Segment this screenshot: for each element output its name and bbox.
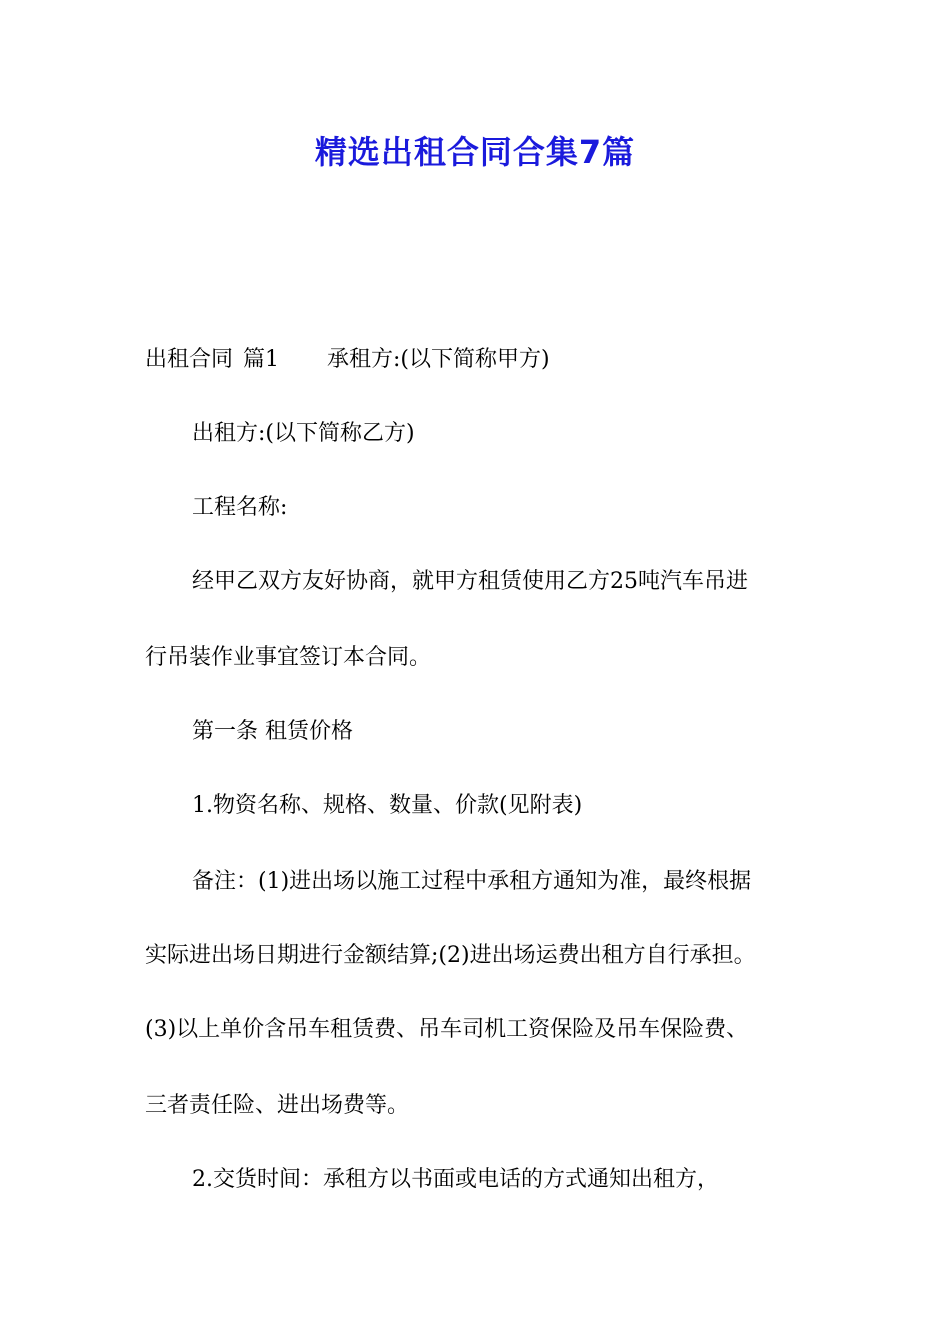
document-title: 精选出租合同合集7篇	[314, 133, 636, 171]
section-header-line	[145, 344, 825, 376]
clause-1-2: 2.交货时间：承租方以书面或电话的方式通知出租方，	[192, 1167, 719, 1192]
section-number: 篇1	[243, 347, 280, 372]
paragraph-intro-line-1: 经甲乙双方友好协商，就甲方租赁使用乙方25吨汽车吊进	[192, 569, 748, 594]
paragraph-intro-line-2: 行吊装作业事宜签订本合同。	[145, 645, 432, 670]
section-heading: 出租合同	[145, 347, 234, 372]
remark-line-1: 备注：(1)进出场以施工过程中承租方通知为准，最终根据	[192, 869, 752, 894]
remark-line-3: (3)以上单价含吊车租赁费、吊车司机工资保险及吊车保险费、	[145, 1017, 749, 1042]
clause-1-1: 1.物资名称、规格、数量、价款(见附表)	[192, 793, 583, 818]
paragraph-lessee: 承租方:(以下简称甲方)	[327, 347, 550, 372]
paragraph-lessor: 出租方:(以下简称乙方)	[192, 421, 415, 446]
article-one-heading: 第一条 租赁价格	[192, 719, 353, 744]
remark-line-4: 三者责任险、进出场费等。	[145, 1093, 410, 1118]
paragraph-project-name: 工程名称:	[192, 495, 288, 520]
remark-line-2: 实际进出场日期进行金额结算;(2)进出场运费出租方自行承担。	[145, 943, 756, 968]
